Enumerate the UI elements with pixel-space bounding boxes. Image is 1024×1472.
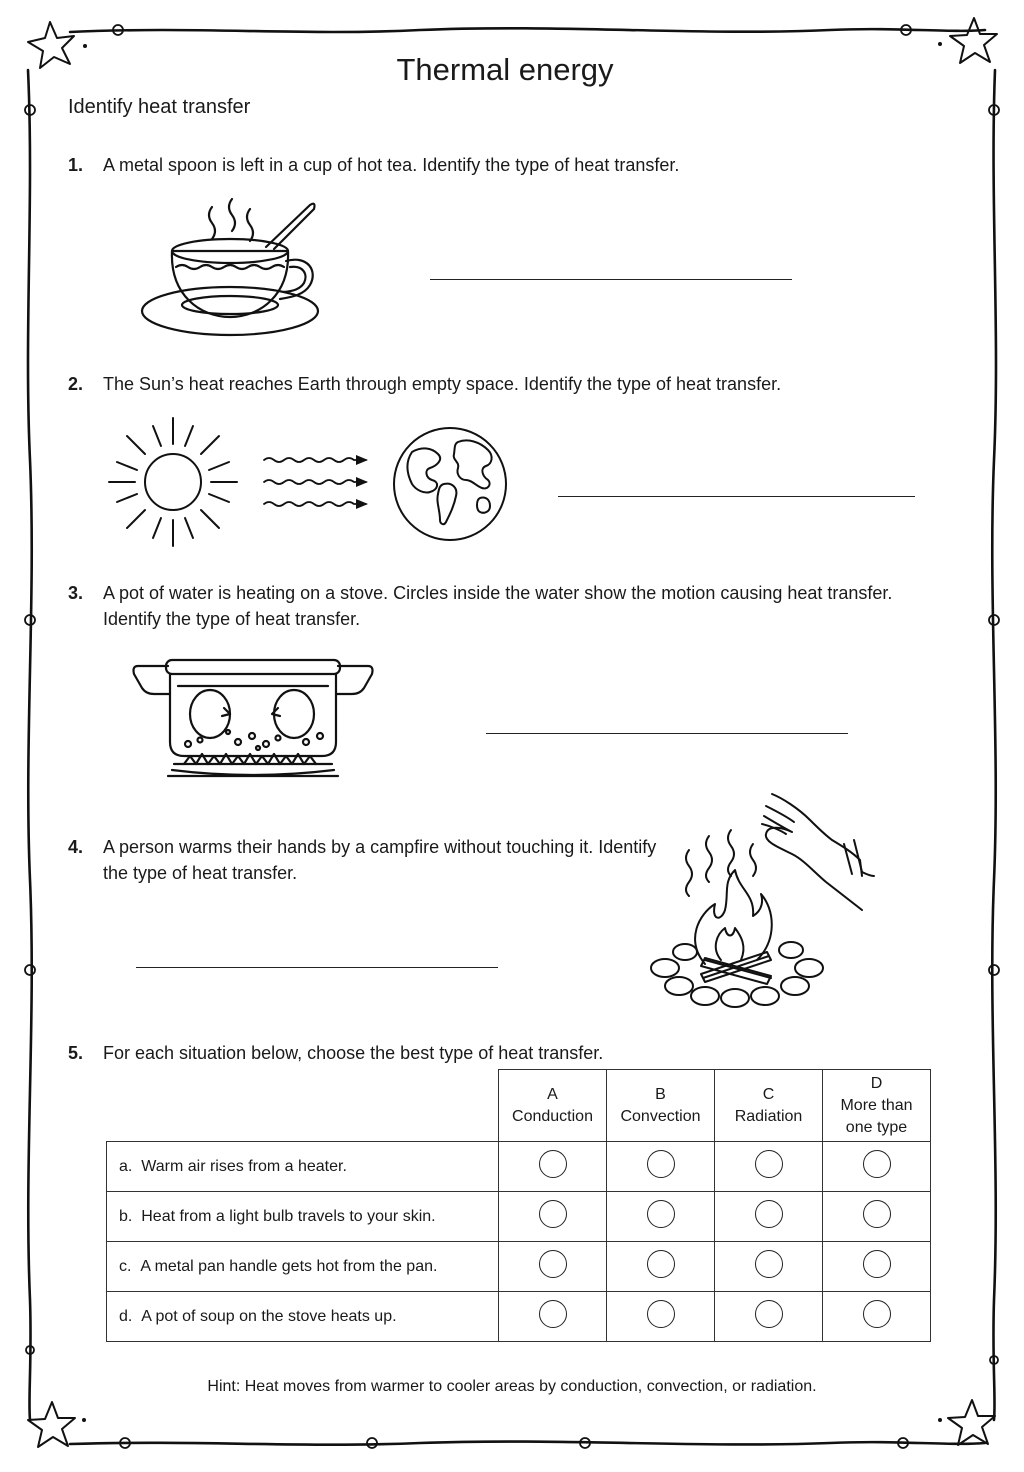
column-label: Radiation bbox=[734, 1107, 803, 1125]
option-c-radio[interactable] bbox=[755, 1300, 783, 1328]
option-a-radio[interactable] bbox=[539, 1200, 567, 1228]
row-letter: b. bbox=[119, 1207, 133, 1225]
column-header-c bbox=[715, 1070, 823, 1142]
star-icon bbox=[948, 1400, 995, 1445]
answer-line-2[interactable] bbox=[558, 496, 915, 497]
question-2 bbox=[68, 371, 938, 401]
question-text: A person warms their hands by a campfire without touching it. Identify the type of heat transfer. bbox=[103, 837, 657, 883]
option-d-radio[interactable] bbox=[863, 1200, 891, 1228]
row-text: A metal pan handle gets hot from the pan. bbox=[140, 1257, 438, 1275]
option-b-radio[interactable] bbox=[647, 1250, 675, 1278]
row-text: Heat from a light bulb travels to your skin. bbox=[141, 1207, 436, 1225]
question-number: 1. bbox=[68, 155, 84, 175]
column-header-a bbox=[499, 1070, 607, 1142]
column-letter: A bbox=[547, 1085, 558, 1103]
question-number: 4. bbox=[68, 837, 84, 857]
option-d-radio[interactable] bbox=[863, 1250, 891, 1278]
question-text: The Sun’s heat reaches Earth through empty space. Identify the type of heat transfer. bbox=[103, 374, 782, 394]
option-b-radio[interactable] bbox=[647, 1200, 675, 1228]
question-text: A pot of water is heating on a stove. Circles inside the water show the motion causing heat transfer. Identify the type of heat transfer. bbox=[103, 583, 893, 629]
answer-line-4[interactable] bbox=[136, 967, 498, 968]
page-subtitle: Identify heat transfer bbox=[68, 96, 251, 118]
option-d-radio[interactable] bbox=[863, 1300, 891, 1328]
question-3 bbox=[68, 580, 938, 636]
option-a-radio[interactable] bbox=[539, 1250, 567, 1278]
table-row bbox=[107, 1242, 931, 1292]
question-number: 2. bbox=[68, 374, 84, 394]
column-header-b bbox=[607, 1070, 715, 1142]
wavy-arrows-icon bbox=[260, 448, 372, 514]
question-text: A metal spoon is left in a cup of hot tea. Identify the type of heat transfer. bbox=[103, 155, 680, 175]
column-label: More than one type bbox=[840, 1096, 913, 1136]
column-letter: C bbox=[762, 1085, 775, 1103]
column-label: Conduction bbox=[512, 1107, 593, 1125]
page-title: Thermal energy bbox=[396, 52, 614, 87]
option-d-radio[interactable] bbox=[863, 1150, 891, 1178]
option-a-radio[interactable] bbox=[539, 1150, 567, 1178]
row-letter: d. bbox=[119, 1307, 133, 1325]
option-c-radio[interactable] bbox=[755, 1200, 783, 1228]
earth-icon bbox=[388, 422, 512, 546]
star-icon bbox=[28, 1402, 75, 1447]
table-row bbox=[107, 1192, 931, 1242]
option-b-radio[interactable] bbox=[647, 1300, 675, 1328]
row-label bbox=[107, 1192, 499, 1242]
question-1 bbox=[68, 152, 938, 182]
column-letter: D bbox=[870, 1074, 883, 1092]
question-number: 3. bbox=[68, 583, 84, 603]
choice-table bbox=[106, 1069, 931, 1342]
table-row bbox=[107, 1292, 931, 1342]
column-letter: B bbox=[655, 1085, 666, 1103]
table-header-row bbox=[107, 1070, 931, 1142]
question-5 bbox=[68, 1040, 938, 1070]
option-b-radio[interactable] bbox=[647, 1150, 675, 1178]
answer-line-1[interactable] bbox=[430, 279, 792, 280]
column-header-d bbox=[823, 1070, 931, 1142]
option-a-radio[interactable] bbox=[539, 1300, 567, 1328]
teacup-icon bbox=[140, 195, 330, 345]
table-row bbox=[107, 1142, 931, 1192]
answer-line-3[interactable] bbox=[486, 733, 848, 734]
hint-text: Hint: Heat moves from warmer to cooler areas by conduction, convection, or radiation. bbox=[207, 1378, 817, 1395]
question-4 bbox=[68, 834, 668, 890]
row-label bbox=[107, 1242, 499, 1292]
row-text: Warm air rises from a heater. bbox=[141, 1157, 347, 1175]
row-letter: a. bbox=[119, 1157, 133, 1175]
warming-hands-icon bbox=[758, 792, 882, 920]
column-label: Convection bbox=[620, 1107, 701, 1125]
row-letter: c. bbox=[119, 1257, 132, 1275]
row-text: A pot of soup on the stove heats up. bbox=[141, 1307, 397, 1325]
question-text: For each situation below, choose the best type of heat transfer. bbox=[103, 1043, 604, 1063]
question-number: 5. bbox=[68, 1043, 84, 1063]
option-c-radio[interactable] bbox=[755, 1250, 783, 1278]
option-c-radio[interactable] bbox=[755, 1150, 783, 1178]
row-label bbox=[107, 1142, 499, 1192]
sun-icon bbox=[105, 412, 245, 552]
row-label bbox=[107, 1292, 499, 1342]
boiling-pot-icon bbox=[128, 652, 380, 790]
